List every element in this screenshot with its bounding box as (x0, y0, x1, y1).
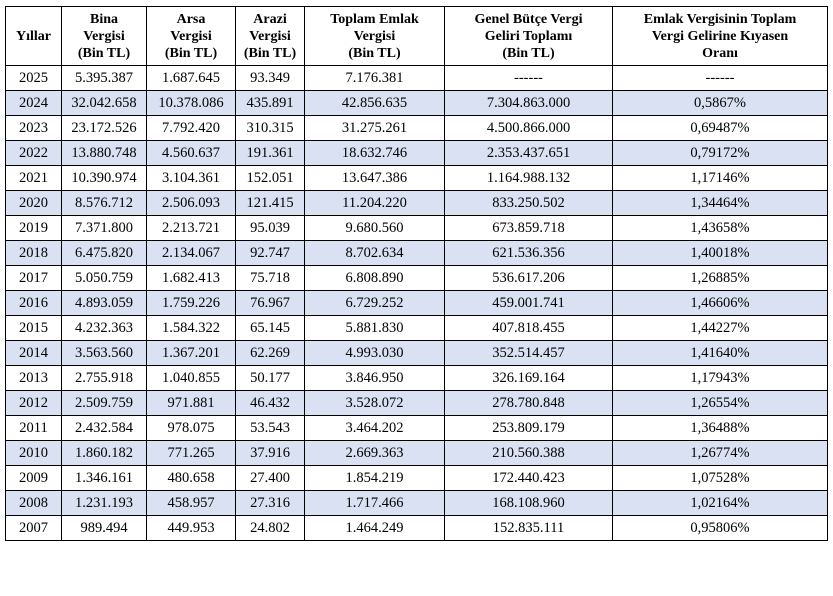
table-row (6, 366, 828, 391)
header-years (6, 7, 62, 66)
arazi-vergisi-cell: 50.177 (236, 366, 305, 391)
bina-vergisi-cell: 5.050.759 (62, 266, 147, 291)
arsa-vergisi-cell: 4.560.637 (147, 141, 236, 166)
table-row (6, 316, 828, 341)
header-line: Vergisi (249, 28, 291, 44)
arsa-vergisi-cell: 458.957 (147, 491, 236, 516)
year-cell: 2015 (6, 316, 62, 341)
arazi-vergisi-cell: 62.269 (236, 341, 305, 366)
bina-vergisi-cell: 2.509.759 (62, 391, 147, 416)
arsa-vergisi-cell: 1.682.413 (147, 266, 236, 291)
header-line: (Bin TL) (77, 45, 131, 61)
oran-cell: 1,26885% (613, 266, 828, 291)
table-row (6, 191, 828, 216)
year-cell: 2023 (6, 116, 62, 141)
genel-butce-cell: 407.818.455 (445, 316, 613, 341)
oran-cell: 1,41640% (613, 341, 828, 366)
arazi-vergisi-cell: 95.039 (236, 216, 305, 241)
bina-vergisi-cell: 1.231.193 (62, 491, 147, 516)
header-years-line: Yıllar (16, 28, 51, 44)
year-cell: 2021 (6, 166, 62, 191)
table-row (6, 241, 828, 266)
bina-vergisi-cell: 13.880.748 (62, 141, 147, 166)
bina-vergisi-cell: 989.494 (62, 516, 147, 541)
oran-cell: 0,5867% (613, 91, 828, 116)
oran-cell: 1,26774% (613, 441, 828, 466)
bina-vergisi-cell: 32.042.658 (62, 91, 147, 116)
table-row (6, 491, 828, 516)
arsa-vergisi-cell: 449.953 (147, 516, 236, 541)
table-row (6, 391, 828, 416)
year-cell: 2024 (6, 91, 62, 116)
arazi-vergisi-cell: 27.400 (236, 466, 305, 491)
table-row (6, 441, 828, 466)
table-row (6, 291, 828, 316)
bina-vergisi-cell: 3.563.560 (62, 341, 147, 366)
arsa-vergisi-cell: 1.040.855 (147, 366, 236, 391)
bina-vergisi-cell: 1.346.161 (62, 466, 147, 491)
table-row (6, 516, 828, 541)
toplam-emlak-vergisi-cell: 3.846.950 (305, 366, 445, 391)
year-cell: 2018 (6, 241, 62, 266)
oran-cell: 1,07528% (613, 466, 828, 491)
toplam-emlak-vergisi-cell: 1.464.249 (305, 516, 445, 541)
toplam-emlak-vergisi-cell: 6.808.890 (305, 266, 445, 291)
arazi-vergisi-cell: 93.349 (236, 66, 305, 91)
arsa-vergisi-cell: 2.134.067 (147, 241, 236, 266)
genel-butce-cell: 278.780.848 (445, 391, 613, 416)
genel-butce-cell: 7.304.863.000 (445, 91, 613, 116)
year-cell: 2009 (6, 466, 62, 491)
toplam-emlak-vergisi-cell: 13.647.386 (305, 166, 445, 191)
arsa-vergisi-cell: 2.506.093 (147, 191, 236, 216)
table-container (5, 6, 828, 541)
arsa-vergisi-cell: 3.104.361 (147, 166, 236, 191)
arsa-vergisi-cell: 7.792.420 (147, 116, 236, 141)
year-cell: 2022 (6, 141, 62, 166)
genel-butce-cell: ------ (445, 66, 613, 91)
table-row (6, 91, 828, 116)
toplam-emlak-vergisi-cell: 4.993.030 (305, 341, 445, 366)
arazi-vergisi-cell: 152.051 (236, 166, 305, 191)
year-cell: 2016 (6, 291, 62, 316)
header-line: (Bin TL) (243, 45, 297, 61)
genel-butce-cell: 1.164.988.132 (445, 166, 613, 191)
toplam-emlak-vergisi-cell: 31.275.261 (305, 116, 445, 141)
arsa-vergisi-cell: 1.584.322 (147, 316, 236, 341)
arazi-vergisi-cell: 37.916 (236, 441, 305, 466)
toplam-emlak-vergisi-cell: 11.204.220 (305, 191, 445, 216)
bina-vergisi-cell: 10.390.974 (62, 166, 147, 191)
toplam-emlak-vergisi-cell: 2.669.363 (305, 441, 445, 466)
bina-vergisi-cell: 8.576.712 (62, 191, 147, 216)
header-line: Emlak Vergisinin Toplam (643, 11, 797, 27)
bina-vergisi-cell: 4.893.059 (62, 291, 147, 316)
toplam-emlak-vergisi-cell: 42.856.635 (305, 91, 445, 116)
arazi-vergisi-cell: 310.315 (236, 116, 305, 141)
table-body (6, 66, 828, 541)
arsa-vergisi-cell: 1.367.201 (147, 341, 236, 366)
header-toplam-emlak-vergisi (305, 7, 445, 66)
genel-butce-cell: 210.560.388 (445, 441, 613, 466)
oran-cell: 0,95806% (613, 516, 828, 541)
arazi-vergisi-cell: 75.718 (236, 266, 305, 291)
oran-cell: 1,43658% (613, 216, 828, 241)
genel-butce-cell: 621.536.356 (445, 241, 613, 266)
header-line: Vergisi (83, 28, 125, 44)
arsa-vergisi-cell: 10.378.086 (147, 91, 236, 116)
genel-butce-cell: 2.353.437.651 (445, 141, 613, 166)
arsa-vergisi-cell: 971.881 (147, 391, 236, 416)
header-line: Vergi Gelirine Kıyasen (651, 28, 789, 44)
header-line: Arsa (176, 11, 206, 27)
year-cell: 2019 (6, 216, 62, 241)
arsa-vergisi-cell: 978.075 (147, 416, 236, 441)
toplam-emlak-vergisi-cell: 9.680.560 (305, 216, 445, 241)
arsa-vergisi-cell: 480.658 (147, 466, 236, 491)
header-line: (Bin TL) (348, 45, 401, 61)
year-cell: 2012 (6, 391, 62, 416)
oran-cell: 1,40018% (613, 241, 828, 266)
year-cell: 2014 (6, 341, 62, 366)
bina-vergisi-cell: 2.755.918 (62, 366, 147, 391)
bina-vergisi-cell: 23.172.526 (62, 116, 147, 141)
oran-cell: 1,02164% (613, 491, 828, 516)
genel-butce-cell: 253.809.179 (445, 416, 613, 441)
table-row (6, 341, 828, 366)
header-line: Bina (89, 11, 118, 27)
arazi-vergisi-cell: 435.891 (236, 91, 305, 116)
header-line: Geliri Toplamı (484, 28, 573, 44)
bina-vergisi-cell: 5.395.387 (62, 66, 147, 91)
genel-butce-cell: 326.169.164 (445, 366, 613, 391)
oran-cell: 1,46606% (613, 291, 828, 316)
bina-vergisi-cell: 6.475.820 (62, 241, 147, 266)
toplam-emlak-vergisi-cell: 6.729.252 (305, 291, 445, 316)
genel-butce-cell: 168.108.960 (445, 491, 613, 516)
arazi-vergisi-cell: 46.432 (236, 391, 305, 416)
toplam-emlak-vergisi-cell: 8.702.634 (305, 241, 445, 266)
year-cell: 2013 (6, 366, 62, 391)
oran-cell: 1,44227% (613, 316, 828, 341)
arazi-vergisi-cell: 27.316 (236, 491, 305, 516)
header-line: Genel Bütçe Vergi (474, 11, 583, 27)
genel-butce-cell: 352.514.457 (445, 341, 613, 366)
header-arazi-vergisi (236, 7, 305, 66)
bina-vergisi-cell: 2.432.584 (62, 416, 147, 441)
header-line: Vergisi (353, 28, 396, 44)
header-line: Vergisi (170, 28, 212, 44)
toplam-emlak-vergisi-cell: 1.854.219 (305, 466, 445, 491)
header-row (6, 7, 828, 66)
oran-cell: 1,26554% (613, 391, 828, 416)
year-cell: 2011 (6, 416, 62, 441)
year-cell: 2007 (6, 516, 62, 541)
arazi-vergisi-cell: 121.415 (236, 191, 305, 216)
year-cell: 2017 (6, 266, 62, 291)
genel-butce-cell: 833.250.502 (445, 191, 613, 216)
table-row (6, 116, 828, 141)
toplam-emlak-vergisi-cell: 3.464.202 (305, 416, 445, 441)
oran-cell: 1,34464% (613, 191, 828, 216)
year-cell: 2020 (6, 191, 62, 216)
oran-cell: 1,17146% (613, 166, 828, 191)
toplam-emlak-vergisi-cell: 18.632.746 (305, 141, 445, 166)
arazi-vergisi-cell: 191.361 (236, 141, 305, 166)
arsa-vergisi-cell: 2.213.721 (147, 216, 236, 241)
toplam-emlak-vergisi-cell: 1.717.466 (305, 491, 445, 516)
header-bina-vergisi (62, 7, 147, 66)
arazi-vergisi-cell: 24.802 (236, 516, 305, 541)
table-row (6, 141, 828, 166)
header-line: Toplam Emlak (330, 11, 419, 27)
header-line: Arazi (253, 11, 287, 27)
arsa-vergisi-cell: 1.687.645 (147, 66, 236, 91)
emlak-vergisi-table (5, 6, 828, 541)
table-row (6, 266, 828, 291)
arazi-vergisi-cell: 53.543 (236, 416, 305, 441)
genel-butce-cell: 673.859.718 (445, 216, 613, 241)
genel-butce-cell: 172.440.423 (445, 466, 613, 491)
table-row (6, 466, 828, 491)
arazi-vergisi-cell: 65.145 (236, 316, 305, 341)
year-cell: 2010 (6, 441, 62, 466)
genel-butce-cell: 459.001.741 (445, 291, 613, 316)
toplam-emlak-vergisi-cell: 7.176.381 (305, 66, 445, 91)
header-arsa-vergisi (147, 7, 236, 66)
year-cell: 2008 (6, 491, 62, 516)
table-row (6, 166, 828, 191)
bina-vergisi-cell: 4.232.363 (62, 316, 147, 341)
arazi-vergisi-cell: 76.967 (236, 291, 305, 316)
table-row (6, 216, 828, 241)
arazi-vergisi-cell: 92.747 (236, 241, 305, 266)
header-line: Oranı (702, 45, 738, 61)
genel-butce-cell: 536.617.206 (445, 266, 613, 291)
header-line: (Bin TL) (164, 45, 218, 61)
oran-cell: ------ (613, 66, 828, 91)
genel-butce-cell: 152.835.111 (445, 516, 613, 541)
table-row (6, 66, 828, 91)
toplam-emlak-vergisi-cell: 5.881.830 (305, 316, 445, 341)
arsa-vergisi-cell: 1.759.226 (147, 291, 236, 316)
arsa-vergisi-cell: 771.265 (147, 441, 236, 466)
genel-butce-cell: 4.500.866.000 (445, 116, 613, 141)
year-cell: 2025 (6, 66, 62, 91)
oran-cell: 0,69487% (613, 116, 828, 141)
bina-vergisi-cell: 7.371.800 (62, 216, 147, 241)
toplam-emlak-vergisi-cell: 3.528.072 (305, 391, 445, 416)
header-line: (Bin TL) (502, 45, 555, 61)
oran-cell: 1,17943% (613, 366, 828, 391)
oran-cell: 1,36488% (613, 416, 828, 441)
header-emlak-vergisi-orani (613, 7, 828, 66)
table-row (6, 416, 828, 441)
header-genel-butce-vergi-geliri (445, 7, 613, 66)
oran-cell: 0,79172% (613, 141, 828, 166)
bina-vergisi-cell: 1.860.182 (62, 441, 147, 466)
